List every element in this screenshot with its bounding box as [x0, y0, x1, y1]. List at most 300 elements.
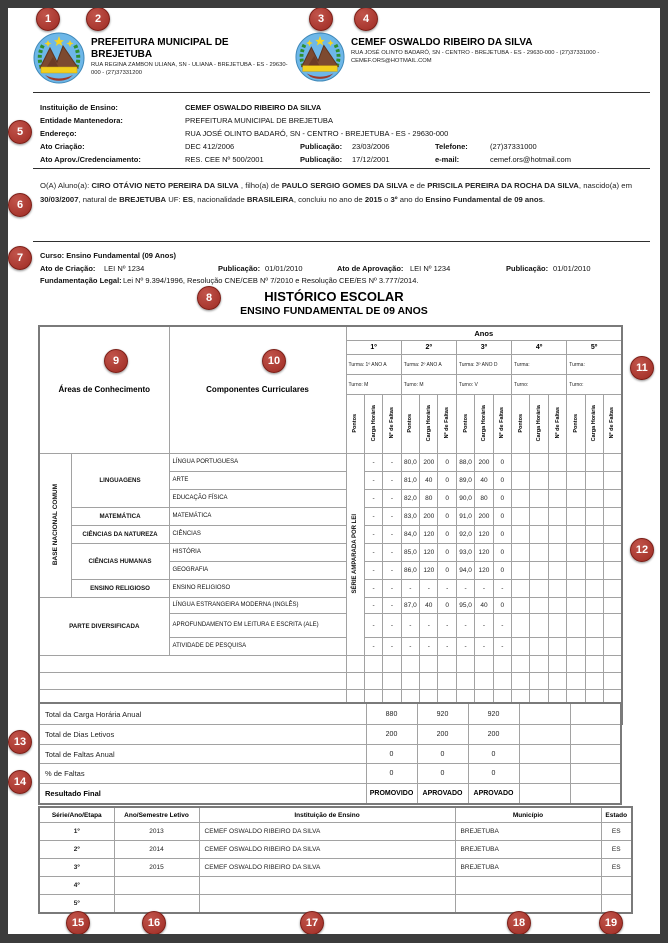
empty-grade-cell	[548, 656, 566, 673]
year-header: 5º	[567, 341, 622, 355]
grade-cell	[567, 614, 585, 638]
empty-grade-cell	[401, 673, 419, 690]
header-left-text	[91, 32, 295, 78]
measure-header	[567, 395, 585, 454]
grade-cell	[603, 614, 621, 638]
totals-value-cell: APROVADO	[417, 784, 468, 805]
totals-value-cell: 0	[417, 764, 468, 784]
empty-grade-cell	[567, 656, 585, 673]
grade-cell	[585, 562, 603, 580]
grade-cell	[548, 598, 566, 614]
grade-cell: -	[383, 454, 401, 472]
grade-cell	[548, 580, 566, 598]
annotation-badge-8[interactable]: 8	[197, 286, 221, 310]
grade-cell: -	[383, 614, 401, 638]
empty-grade-cell	[401, 656, 419, 673]
totals-value-cell	[570, 764, 621, 784]
grade-cell: -	[438, 638, 456, 656]
grade-cell: -	[383, 638, 401, 656]
grade-cell: 200	[475, 508, 493, 526]
grade-cell: -	[364, 526, 382, 544]
grade-cell	[512, 544, 530, 562]
grade-cell	[512, 454, 530, 472]
history-cell: CEMEF OSWALDO RIBEIRO DA SILVA	[199, 859, 455, 877]
measure-header-label: Carga Horária	[370, 404, 377, 442]
totals-value-cell	[570, 745, 621, 764]
grade-cell	[585, 472, 603, 490]
measure-header	[401, 395, 419, 454]
totals-row-label: % de Faltas	[39, 764, 366, 784]
history-cell: CEMEF OSWALDO RIBEIRO DA SILVA	[199, 841, 455, 859]
empty-grade-cell	[364, 656, 382, 673]
totals-value-cell: 200	[417, 725, 468, 745]
student-data-value: Ensino Fundamental de 09 anos	[425, 195, 543, 205]
history-row	[39, 895, 632, 914]
grade-cell	[585, 580, 603, 598]
student-data-value: CIRO OTÁVIO NETO PEREIRA DA SILVA	[91, 181, 239, 190]
grade-cell	[548, 508, 566, 526]
institution-info	[40, 101, 652, 166]
empty-grade-cell	[493, 673, 511, 690]
annotation-badge-16[interactable]: 16	[142, 911, 166, 934]
annotation-badge-14[interactable]: 14	[8, 770, 32, 794]
field-value: cemef.ors@hotmail.com	[490, 155, 571, 164]
history-row	[39, 823, 632, 841]
field-value: LEI Nº 1234	[104, 263, 145, 273]
grade-cell: -	[475, 580, 493, 598]
grade-cell: -	[383, 562, 401, 580]
grade-cell	[512, 598, 530, 614]
grade-cell	[585, 544, 603, 562]
annotation-badge-10[interactable]: 10	[262, 349, 286, 373]
grade-cell	[512, 526, 530, 544]
empty-grade-cell	[548, 673, 566, 690]
student-data-text: ano do	[397, 195, 426, 205]
grade-cell: -	[438, 614, 456, 638]
measure-header-label: Carga Horária	[536, 404, 543, 442]
annotation-badge-3[interactable]: 3	[309, 8, 333, 31]
empty-grade-cell	[383, 656, 401, 673]
year-header: 4º	[512, 341, 567, 355]
grade-cell: 0	[493, 490, 511, 508]
measure-header-label: Pontos	[462, 413, 469, 433]
measure-header-label: Nº de Faltas	[554, 407, 561, 439]
knowledge-area-cell: ENSINO RELIGIOSO	[71, 580, 169, 598]
grade-cell: -	[401, 614, 419, 638]
history-column-header: Município	[455, 807, 601, 823]
grade-cell: 0	[493, 598, 511, 614]
grade-cell: 0	[438, 472, 456, 490]
grade-cell: 0	[438, 454, 456, 472]
annotation-badge-18[interactable]: 18	[507, 911, 531, 934]
course-info-row	[40, 250, 652, 263]
subject-cell: LÍNGUA ESTRANGEIRA MODERNA (INGLÊS)	[169, 598, 346, 614]
grade-cell: 85,0	[401, 544, 419, 562]
measure-header	[475, 395, 493, 454]
knowledge-area-cell: PARTE DIVERSIFICADA	[39, 598, 169, 656]
field-value: 23/03/2006	[352, 142, 390, 151]
grade-cell: 200	[420, 454, 438, 472]
grade-cell	[530, 598, 548, 614]
school-header	[33, 32, 652, 84]
grade-cell: 0	[438, 562, 456, 580]
prefecture-address: RUA REGINA ZAMBON ULIANA, SN - ULIANA - BREJETUBA - ES - 29630-000 - (27)37331200	[91, 62, 288, 76]
grade-cell: -	[401, 638, 419, 656]
grade-cell	[548, 562, 566, 580]
grade-cell	[585, 638, 603, 656]
history-row	[39, 859, 632, 877]
field-label: Ato de Criação:	[40, 263, 96, 273]
totals-row-label: Total de Faltas Anual	[39, 745, 366, 764]
grade-cell	[548, 454, 566, 472]
history-cell: CEMEF OSWALDO RIBEIRO DA SILVA	[199, 823, 455, 841]
document-page	[8, 8, 660, 934]
base-nacional-cell	[39, 454, 71, 598]
totals-value-cell	[519, 745, 570, 764]
transcript-table	[38, 325, 623, 725]
field-label: Publicação:	[300, 155, 343, 164]
measure-header-label: Carga Horária	[480, 404, 487, 442]
measure-header-label: Nº de Faltas	[444, 407, 451, 439]
course-info-row	[40, 263, 652, 276]
subject-cell: MATEMÁTICA	[169, 508, 346, 526]
student-data-text: , filho(a) de	[238, 181, 282, 190]
grade-cell: -	[475, 638, 493, 656]
grade-cell: 82,0	[401, 490, 419, 508]
field-label: Publicação:	[300, 142, 343, 151]
empty-grade-cell	[585, 656, 603, 673]
history-cell: 4º	[39, 877, 114, 895]
grade-cell: 0	[493, 544, 511, 562]
grade-cell: -	[364, 614, 382, 638]
field-label: Entidade Mantenedora:	[40, 116, 123, 125]
history-cell: BREJETUBA	[455, 841, 601, 859]
history-column-header: Estado	[601, 807, 632, 823]
measure-header-label: Pontos	[517, 413, 524, 433]
empty-grade-cell	[456, 656, 474, 673]
turno-cell: Turno:	[512, 375, 567, 395]
grade-cell: 80	[420, 490, 438, 508]
measure-header	[456, 395, 474, 454]
history-cell: 3º	[39, 859, 114, 877]
grade-cell: -	[438, 580, 456, 598]
history-cell: 2013	[114, 823, 199, 841]
student-data-value: 2015	[364, 195, 382, 205]
grade-cell: -	[493, 638, 511, 656]
measure-header-label: Pontos	[407, 413, 414, 433]
grade-cell: -	[420, 580, 438, 598]
totals-table	[38, 702, 622, 805]
totals-value-cell: 920	[417, 703, 468, 725]
history-cell: ES	[601, 841, 632, 859]
field-label: Instituição de Ensino:	[40, 103, 118, 112]
student-data-text: , nascido(a) em	[578, 181, 632, 190]
annotation-badge-9[interactable]: 9	[104, 349, 128, 373]
knowledge-area-cell: LINGUAGENS	[71, 454, 169, 508]
student-data-text: , nacionalidade	[193, 195, 247, 205]
totals-value-cell	[519, 725, 570, 745]
grade-cell: -	[383, 508, 401, 526]
annotation-badge-5[interactable]: 5	[8, 120, 32, 144]
empty-grade-cell	[585, 673, 603, 690]
subject-cell: ATIVIDADE DE PESQUISA	[169, 638, 346, 656]
empty-grade-cell	[512, 673, 530, 690]
field-value: 01/01/2010	[553, 263, 591, 273]
section-divider-1	[33, 168, 650, 169]
history-cell	[114, 895, 199, 914]
totals-value-cell	[570, 725, 621, 745]
year-header: 3º	[456, 341, 511, 355]
components-header: Componentes Curriculares	[169, 326, 346, 454]
grade-cell	[585, 508, 603, 526]
grade-cell	[585, 598, 603, 614]
annotation-badge-15[interactable]: 15	[66, 911, 90, 934]
history-column-header: Série/Ano/Etapa	[39, 807, 114, 823]
knowledge-area-cell: MATEMÁTICA	[71, 508, 169, 526]
grade-cell	[603, 454, 621, 472]
field-label: Publicação:	[218, 263, 261, 273]
field-label: Fundamentação Legal:	[40, 276, 122, 285]
field-value: Lei Nº 9.394/1996, Resolução CNE/CEB Nº 7/2010 e Resolução CEE/ES Nº 3.777/2014.	[123, 276, 419, 285]
section-divider-2	[33, 241, 650, 242]
measure-header	[585, 395, 603, 454]
grade-cell: -	[456, 614, 474, 638]
grade-cell: 120	[475, 526, 493, 544]
turma-cell: Turma: 2º ANO A	[401, 355, 456, 375]
annotation-badge-17[interactable]: 17	[300, 911, 324, 934]
annotation-badge-19[interactable]: 19	[599, 911, 623, 934]
grade-cell	[567, 454, 585, 472]
grade-cell: 93,0	[456, 544, 474, 562]
grade-cell	[567, 580, 585, 598]
totals-value-cell: APROVADO	[468, 784, 519, 805]
subject-cell: LÍNGUA PORTUGUESA	[169, 454, 346, 472]
base-nacional-label: BASE NACIONAL COMUM	[51, 483, 59, 566]
grade-cell	[530, 508, 548, 526]
measure-header	[438, 395, 456, 454]
empty-grade-cell	[346, 656, 364, 673]
measure-header-label: Carga Horária	[591, 404, 598, 442]
history-cell: 1º	[39, 823, 114, 841]
grade-cell	[512, 472, 530, 490]
prefecture-name: PREFEITURA MUNICIPAL DE BREJETUBA	[91, 37, 229, 60]
grade-cell: 87,0	[401, 598, 419, 614]
grade-cell	[548, 544, 566, 562]
turma-cell: Turma: 3º ANO D	[456, 355, 511, 375]
field-label: Ato Aprov./Credenciamento:	[40, 155, 141, 164]
history-cell	[114, 877, 199, 895]
grade-cell: 120	[420, 562, 438, 580]
grade-cell: -	[383, 598, 401, 614]
grade-cell: 40	[420, 472, 438, 490]
history-cell	[455, 877, 601, 895]
subject-cell: CIÊNCIAS	[169, 526, 346, 544]
annotation-badge-2[interactable]: 2	[86, 8, 110, 31]
grade-cell: 94,0	[456, 562, 474, 580]
history-cell	[455, 895, 601, 914]
knowledge-area-cell: CIÊNCIAS HUMANAS	[71, 544, 169, 580]
history-column-header: Instituição de Ensino	[199, 807, 455, 823]
totals-value-cell	[519, 764, 570, 784]
turno-cell: Turno:	[567, 375, 622, 395]
grade-cell	[585, 614, 603, 638]
grade-cell: 120	[475, 544, 493, 562]
annotation-badge-13[interactable]: 13	[8, 730, 32, 754]
annotation-badge-7[interactable]: 7	[8, 246, 32, 270]
history-cell: 5º	[39, 895, 114, 914]
grade-cell	[548, 490, 566, 508]
document-title-subtitle: ENSINO FUNDAMENTAL DE 09 ANOS	[240, 304, 428, 317]
institution-info-row	[40, 114, 652, 127]
subject-cell: ENSINO RELIGIOSO	[169, 580, 346, 598]
measure-header	[493, 395, 511, 454]
grade-cell: -	[364, 598, 382, 614]
grade-cell: -	[383, 580, 401, 598]
turno-cell: Turno: M	[346, 375, 401, 395]
measure-header	[512, 395, 530, 454]
student-data-text: .	[542, 195, 545, 205]
totals-row-label: Total da Carga Horária Anual	[39, 703, 366, 725]
grade-cell: -	[383, 472, 401, 490]
field-label: Curso: Ensino Fundamental (09 Anos)	[40, 251, 176, 260]
school-address: RUA JOSÉ OLINTO BADARÓ, SN - CENTRO - BREJETUBA - ES - 29630-000 - (27)37331000 - CEMEF.ORS@HOTMAIL.COM	[351, 50, 600, 64]
field-value: RUA JOSÉ OLINTO BADARÓ, SN - CENTRO - BREJETUBA - ES - 29630-000	[185, 129, 449, 138]
empty-grade-cell	[346, 673, 364, 690]
measure-header-label: Nº de Faltas	[609, 407, 616, 439]
totals-value-cell	[570, 784, 621, 805]
empty-grade-cell	[364, 673, 382, 690]
grade-cell	[567, 544, 585, 562]
field-value: RES. CEE Nº 500/2001	[185, 155, 264, 164]
annotation-badge-1[interactable]: 1	[36, 8, 60, 31]
measure-header	[346, 395, 364, 454]
grade-cell: -	[383, 490, 401, 508]
history-cell	[199, 877, 455, 895]
empty-grade-cell	[438, 673, 456, 690]
serie-amparada-label: SÉRIE AMPARADA POR LEI	[352, 513, 359, 594]
grade-cell: 200	[475, 454, 493, 472]
grade-cell: -	[364, 490, 382, 508]
grade-cell	[548, 614, 566, 638]
grade-cell: 86,0	[401, 562, 419, 580]
grade-cell	[567, 490, 585, 508]
totals-value-cell: 200	[468, 725, 519, 745]
grade-cell	[512, 580, 530, 598]
measure-header-label: Carga Horária	[425, 404, 432, 442]
grade-cell: -	[401, 580, 419, 598]
grade-cell: 84,0	[401, 526, 419, 544]
document-title-main: HISTÓRICO ESCOLAR	[264, 289, 404, 304]
annotation-badge-6[interactable]: 6	[8, 193, 32, 217]
institution-info-row	[40, 101, 652, 114]
municipal-crest-logo-left	[33, 32, 85, 84]
grade-cell: 90,0	[456, 490, 474, 508]
totals-row-label: Total de Dias Letivos	[39, 725, 366, 745]
grade-cell	[567, 472, 585, 490]
grade-cell: 200	[420, 508, 438, 526]
grade-cell	[603, 598, 621, 614]
grade-cell: 0	[438, 526, 456, 544]
turno-cell: Turno: M	[401, 375, 456, 395]
student-data-text: , concluiu no ano de	[293, 195, 365, 205]
totals-row-label: Resultado Final	[39, 784, 366, 805]
history-cell: 2015	[114, 859, 199, 877]
grade-cell: 80,0	[401, 454, 419, 472]
grade-cell: -	[364, 544, 382, 562]
grade-cell: -	[456, 580, 474, 598]
grade-cell: 0	[493, 454, 511, 472]
empty-subject-cell	[39, 673, 346, 690]
history-cell	[601, 877, 632, 895]
grade-cell: 0	[493, 508, 511, 526]
student-data-text: UF:	[166, 195, 183, 205]
student-data-value: 3º	[390, 195, 398, 205]
grade-cell: 88,0	[456, 454, 474, 472]
grade-cell: 0	[438, 598, 456, 614]
grade-cell: -	[383, 526, 401, 544]
year-header: 1º	[346, 341, 401, 355]
grade-cell: 81,0	[401, 472, 419, 490]
measure-header-label: Pontos	[352, 413, 359, 433]
field-value: DEC 412/2006	[185, 142, 235, 151]
grade-cell	[512, 562, 530, 580]
measure-header	[548, 395, 566, 454]
annotation-badge-11[interactable]: 11	[630, 356, 654, 380]
empty-subject-cell	[39, 656, 346, 673]
grade-cell	[530, 490, 548, 508]
grade-cell	[530, 526, 548, 544]
history-cell: 2º	[39, 841, 114, 859]
history-cell: BREJETUBA	[455, 859, 601, 877]
areas-header: Áreas de Conhecimento	[39, 326, 169, 454]
grade-cell	[603, 508, 621, 526]
empty-grade-cell	[512, 656, 530, 673]
grade-cell: 91,0	[456, 508, 474, 526]
field-value: LEI Nº 1234	[410, 263, 451, 273]
history-row	[39, 841, 632, 859]
measure-header-label: Pontos	[572, 413, 579, 433]
grade-cell	[530, 454, 548, 472]
totals-value-cell	[519, 784, 570, 805]
field-value: 17/12/2001	[352, 155, 390, 164]
student-summary	[40, 179, 632, 208]
grade-cell: 0	[438, 544, 456, 562]
annotation-badge-4[interactable]: 4	[354, 8, 378, 31]
institution-info-row	[40, 153, 652, 166]
empty-grade-cell	[420, 656, 438, 673]
measure-header	[603, 395, 621, 454]
grade-cell	[603, 562, 621, 580]
annotation-badge-12[interactable]: 12	[630, 538, 654, 562]
grade-cell	[603, 490, 621, 508]
grade-cell: 40	[420, 598, 438, 614]
empty-grade-cell	[475, 673, 493, 690]
institution-info-row	[40, 140, 652, 153]
municipal-crest-logo-right	[295, 32, 345, 82]
totals-value-cell: 880	[366, 703, 417, 725]
field-label: Ato Criação:	[40, 142, 85, 151]
grade-cell	[530, 562, 548, 580]
grade-cell	[603, 580, 621, 598]
grade-cell	[603, 544, 621, 562]
totals-value-cell	[570, 703, 621, 725]
totals-value-cell: 0	[366, 745, 417, 764]
history-cell: BREJETUBA	[455, 823, 601, 841]
totals-value-cell: 0	[468, 764, 519, 784]
grade-cell	[585, 454, 603, 472]
grade-cell	[603, 526, 621, 544]
grade-cell: 0	[438, 508, 456, 526]
